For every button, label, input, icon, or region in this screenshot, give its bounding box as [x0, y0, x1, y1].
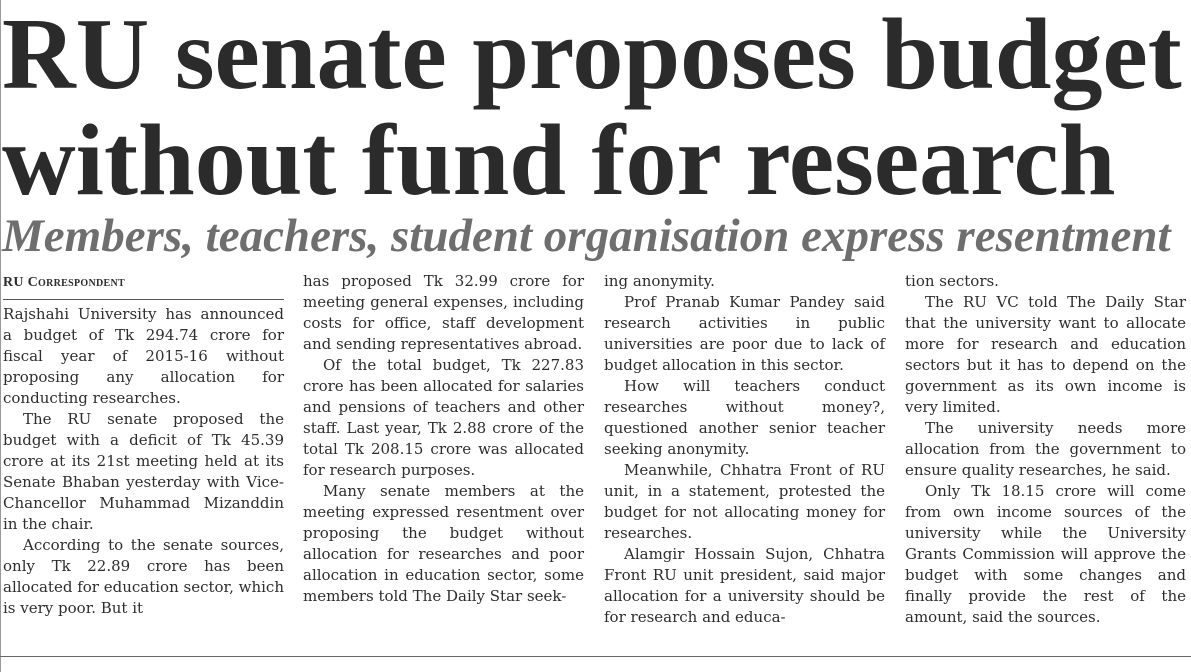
paragraph: The RU VC told The Daily Star that the university want to allocate more for research and education sectors but it has to depend on the government as its own income is very limited. [905, 293, 1186, 416]
headline-line-1: RU senate proposes budget [2, 0, 1182, 111]
paragraph: ing anonymity. [604, 272, 715, 290]
column-3 [604, 271, 885, 628]
paragraph: has proposed Tk 32.99 crore for meeting general expenses, including costs for office, staff development and sending representatives abroad. [303, 272, 584, 353]
paragraph: The university needs more allocation from the government to ensure quality researches, he said. [905, 419, 1186, 479]
paragraph: Alamgir Hossain Sujon, Chhatra Front RU unit president, said major allocation for a university should be for research and educa- [604, 545, 885, 626]
paragraph: The RU senate proposed the budget with a deficit of Tk 45.39 crore at its 21st meeting held at its Senate Bhaban yesterday with Vice-Chancellor Muhammad Mizanddin in the chair. [3, 410, 284, 533]
byline: RU Correspondent [3, 271, 284, 300]
subheadline: Members, teachers, student organisation express resentment [2, 210, 1171, 262]
paragraph: Many senate members at the meeting expressed resentment over proposing the budget without allocation for researches and poor allocation in education sector, some members told The Daily Star seek- [303, 482, 584, 605]
paragraph: Prof Pranab Kumar Pandey said research activities in public universities are poor due to lack of budget allocation in this sector. [604, 293, 885, 374]
article-body [3, 271, 1187, 641]
paragraph: Only Tk 18.15 crore will come from own income sources of the university while the University Grants Commission will approve the budget with some changes and finally provide the rest of the amount, said the sources. [905, 482, 1186, 626]
paragraph: How will teachers conduct researches without money?, questioned another senior teacher seeking anonymity. [604, 377, 885, 458]
headline [2, 0, 1189, 217]
paragraph: According to the senate sources, only Tk 22.89 crore has been allocated for education sector, which is very poor. But it [3, 536, 284, 617]
bottom-rule [0, 656, 1191, 657]
column-4 [905, 271, 1186, 628]
headline-line-2: without fund for research [2, 104, 1116, 217]
paragraph: Rajshahi University has announced a budget of Tk 294.74 crore for fiscal year of 2015-16 without proposing any allocation for conducting researches. [3, 305, 284, 407]
column-2 [303, 271, 584, 607]
paragraph: tion sectors. [905, 272, 999, 290]
paragraph: Meanwhile, Chhatra Front of RU unit, in a statement, protested the budget for not allocating money for researches. [604, 461, 885, 542]
left-edge-rule [0, 0, 1, 672]
column-1 [3, 271, 284, 619]
paragraph: Of the total budget, Tk 227.83 crore has been allocated for salaries and pensions of teachers and other staff. Last year, Tk 2.88 crore of the total Tk 208.15 crore was allocated for research purposes. [303, 356, 584, 479]
